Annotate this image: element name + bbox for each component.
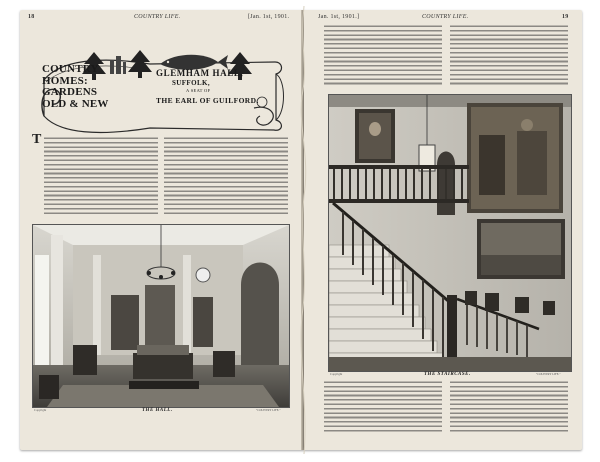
staircase-caption: THE STAIRCASE. <box>424 372 471 377</box>
left-page <box>20 10 304 450</box>
series-line-4: OLD & NEW <box>42 97 109 110</box>
hall-photograph <box>32 224 290 408</box>
article-title: GLEMHAM HALL, <box>156 68 244 78</box>
right-text-column-2 <box>450 24 568 86</box>
right-page <box>304 10 582 450</box>
right-text-column-1 <box>324 24 442 86</box>
hall-credit-left: Copyright <box>34 408 47 412</box>
article-subtitle: SUFFOLK, <box>172 79 211 87</box>
masthead <box>40 50 285 134</box>
right-page-number: 19 <box>562 14 569 20</box>
series-line-2: HOMES: <box>42 74 88 87</box>
right-running-title: COUNTRY LIFE. <box>422 14 469 20</box>
staircase-credit-right: "COUNTRY LIFE." <box>536 372 561 376</box>
magazine-spread <box>12 10 588 450</box>
left-text-column-1 <box>44 136 158 216</box>
staircase-credit-left: Copyright <box>330 372 343 376</box>
left-date: [Jan. 1st, 1901. <box>248 14 290 20</box>
left-text-column-2 <box>164 136 288 216</box>
series-title <box>42 64 109 110</box>
right-date: Jan. 1st, 1901.] <box>318 14 360 20</box>
binding-thread <box>296 6 312 454</box>
right-text-column-4 <box>450 380 568 434</box>
owner-line: THE EARL OF GUILFORD. <box>156 96 259 105</box>
hall-credit-right: "COUNTRY LIFE." <box>256 408 281 412</box>
drop-cap: T <box>32 132 42 147</box>
series-line-3: GARDENS <box>42 86 98 98</box>
seat-line: A SEAT OF <box>186 88 211 93</box>
staircase-photograph <box>328 94 572 372</box>
left-page-number: 18 <box>28 14 35 20</box>
right-text-column-3 <box>324 380 442 434</box>
hall-caption: THE HALL. <box>142 408 173 413</box>
left-running-title: COUNTRY LIFE. <box>134 14 181 20</box>
series-line-1: COUNTRY <box>42 63 99 75</box>
